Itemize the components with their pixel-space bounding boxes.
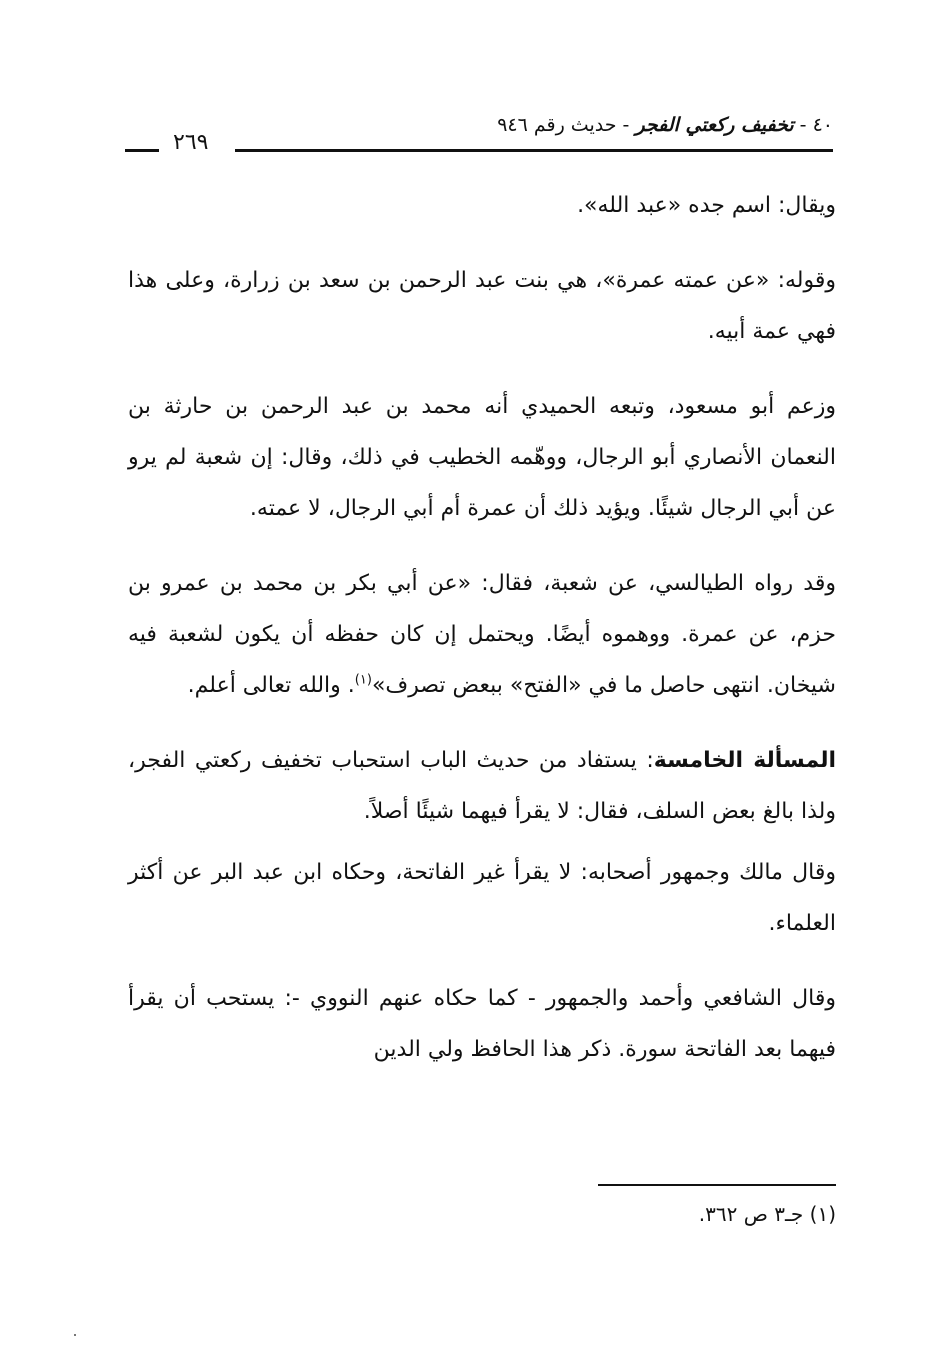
body-text <box>128 180 836 1099</box>
footnote-rule <box>598 1184 836 1186</box>
paragraph-4-text: وقد رواه الطيالسي، عن شعبة، فقال: «عن أبي بكر بن محمد بن عمرو بن حزم، عن عمرة. ووهموه أيضًا. ويحتمل إن كان حفظه أن يكون لشعبة فيه شيخان. انتهى حاصل ما في «الفتح» ببعض تصرف» <box>128 571 836 698</box>
running-header <box>125 110 833 158</box>
chapter-title: تخفيف ركعتي الفجر <box>635 114 794 136</box>
section-lead: المسألة الخامسة <box>653 748 836 773</box>
paragraph-5-text: : يستفاد من حديث الباب استحباب تخفيف ركعتي الفجر، ولذا بالغ بعض السلف، فقال: لا يقرأ فيهما شيئًا أصلاً. <box>128 748 836 824</box>
header-rule <box>235 149 833 152</box>
paragraph-4 <box>128 558 836 711</box>
paragraph-6: وقال مالك وجمهور أصحابه: لا يقرأ غير الفاتحة، وحكاه ابن عبد البر عن أكثر العلماء. <box>128 860 836 936</box>
scan-speck <box>74 1334 76 1336</box>
paragraph-3: وزعم أبو مسعود، وتبعه الحميدي أنه محمد بن عبد الرحمن بن حارثة بن النعمان الأنصاري أبو الرجال، ووهّمه الخطيب في ذلك، وقال: إن شعبة لم يرو عن أبي الرجال شيئًا. ويؤيد ذلك أن عمرة أم أبي الرجال، لا عمته. <box>128 394 836 521</box>
hadith-label: حديث رقم ٩٤٦ <box>497 114 617 136</box>
footnote: (١) جـ٣ ص ٣٦٢. <box>698 1202 836 1226</box>
header-separator-2: - <box>622 114 630 136</box>
paragraph-5 <box>128 735 836 837</box>
paragraph-1: ويقال: اسم جده «عبد الله». <box>577 193 836 218</box>
paragraph-4-tail: . والله تعالى أعلم. <box>187 673 355 698</box>
paragraph-2: وقوله: «عن عمته عمرة»، هي بنت عبد الرحمن بن سعد بن زرارة، وعلى هذا فهي عمة أبيه. <box>128 268 836 344</box>
footnote-reference: (١) <box>354 672 372 688</box>
header-separator: - <box>799 114 807 136</box>
chapter-number: ٤٠ <box>812 114 833 136</box>
page-number: ٢٦٩ <box>173 130 209 155</box>
header-dash <box>125 149 159 152</box>
paragraph-7: وقال الشافعي وأحمد والجمهور - كما حكاه عنهم النووي -: يستحب أن يقرأ فيهما بعد الفاتحة سورة. ذكر هذا الحافظ ولي الدين <box>128 986 836 1062</box>
header-title <box>497 114 833 136</box>
